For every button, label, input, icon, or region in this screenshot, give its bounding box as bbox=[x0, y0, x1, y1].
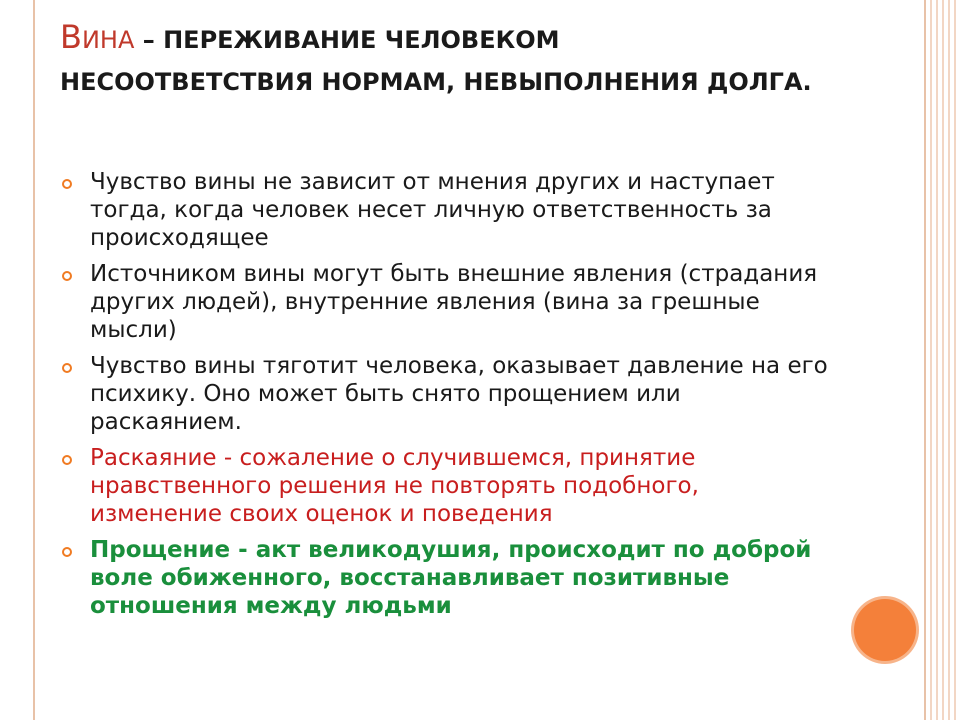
bullet-circle-icon bbox=[62, 455, 72, 465]
bullet-item bbox=[60, 352, 830, 436]
title-term bbox=[60, 18, 135, 56]
bullet-text: Чувство вины не зависит от мнения других и наступает тогда, когда человек несет личную ответственность за происходящее bbox=[90, 169, 775, 251]
title-term-initial: В bbox=[60, 18, 82, 56]
bullet-text: Раскаяние - сожаление о случившемся, принятие нравственного решения не повторять подобного, изменение своих оценок и поведения bbox=[90, 445, 699, 527]
decorative-stripes bbox=[930, 0, 960, 720]
bullet-item-forgiveness bbox=[60, 536, 830, 620]
decorative-orange-circle bbox=[854, 599, 916, 661]
bullet-item bbox=[60, 168, 830, 252]
title-definition: – ПЕРЕЖИВАНИЕ ЧЕЛОВЕКОМ НЕСООТВЕТСТВИЯ НОРМАМ, НЕВЫПОЛНЕНИЯ ДОЛГА. bbox=[60, 26, 812, 96]
bullet-circle-icon bbox=[62, 547, 72, 557]
bullet-text: Прощение - акт великодушия, происходит по доброй воле обиженного, восстанавливает позитивные отношения между людьми bbox=[90, 537, 812, 619]
title-term-rest: ИНА bbox=[81, 26, 135, 54]
bullet-circle-icon bbox=[62, 363, 72, 373]
bullet-circle-icon bbox=[62, 179, 72, 189]
bullet-item-repentance bbox=[60, 444, 830, 528]
bullet-list bbox=[60, 168, 830, 628]
bullet-item bbox=[60, 260, 830, 344]
bullet-circle-icon bbox=[62, 271, 72, 281]
slide-title bbox=[60, 16, 820, 103]
bullet-text: Чувство вины тяготит человека, оказывает давление на его психику. Оно может быть снято прощением или раскаянием. bbox=[90, 353, 828, 435]
bullet-text: Источником вины могут быть внешние явления (страдания других людей), внутренние явления (вина за грешные мысли) bbox=[90, 261, 818, 343]
